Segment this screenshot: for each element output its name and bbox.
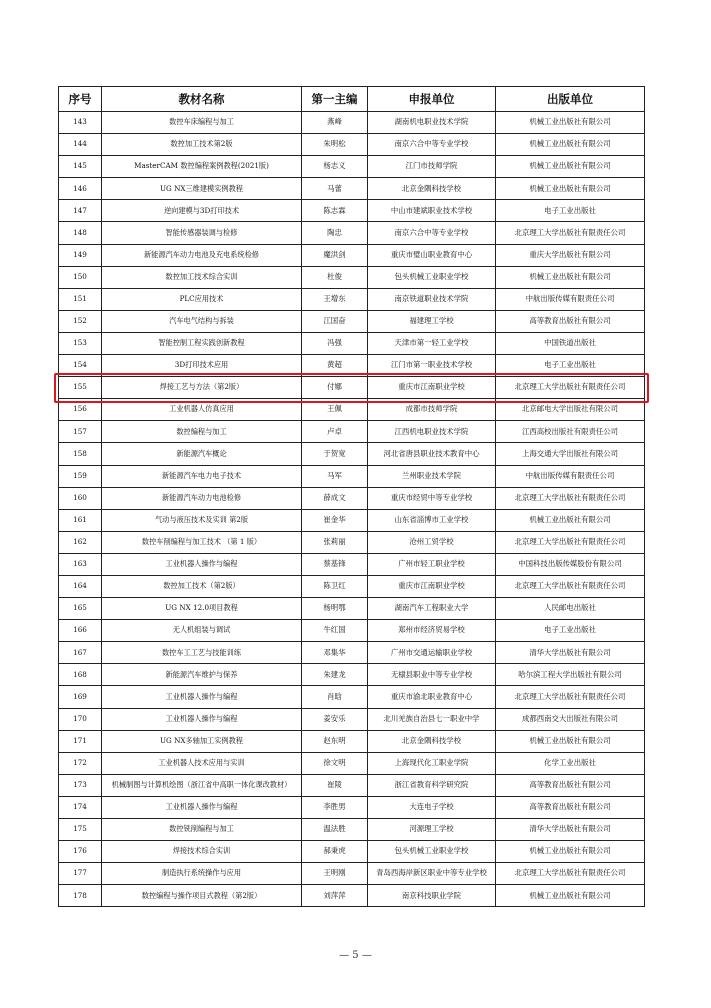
cell-serial-no: 176 [59,841,102,863]
cell-chief-editor: 薛成文 [302,487,368,509]
cell-serial-no: 159 [59,465,102,487]
cell-serial-no: 156 [59,399,102,421]
cell-applicant-unit: 重庆市江南职业学校 [368,575,496,597]
cell-textbook-name: 数控加工技术第2版 [102,134,302,156]
table-row [59,377,645,399]
cell-serial-no: 174 [59,796,102,818]
table-row [59,841,645,863]
cell-chief-editor: 魔洪剑 [302,244,368,266]
cell-chief-editor: 陈卫红 [302,575,368,597]
cell-applicant-unit: 广州市轻工职业学校 [368,553,496,575]
cell-publisher: 电子工业出版社 [496,620,645,642]
cell-applicant-unit: 包头机械工业职业学校 [368,841,496,863]
cell-chief-editor: 朱建龙 [302,664,368,686]
cell-applicant-unit: 青岛西海岸新区职业中等专业学校 [368,863,496,885]
table-row [59,200,645,222]
cell-textbook-name: 数控加工技术综合实训 [102,266,302,288]
cell-serial-no: 163 [59,553,102,575]
cell-serial-no: 150 [59,266,102,288]
cell-textbook-name: 工业机器人仿真应用 [102,399,302,421]
cell-publisher: 机械工业出版社有限公司 [496,112,645,134]
cell-applicant-unit: 重庆市经贸中等专业学校 [368,487,496,509]
cell-publisher: 机械工业出版社有限公司 [496,730,645,752]
cell-applicant-unit: 南京六合中等专业学校 [368,222,496,244]
cell-applicant-unit: 南京六合中等专业学校 [368,134,496,156]
cell-publisher: 北京邮电大学出版社有限公司 [496,399,645,421]
table-row [59,774,645,796]
cell-publisher: 江西高校出版社有限责任公司 [496,421,645,443]
cell-serial-no: 152 [59,310,102,332]
cell-textbook-name: 机械制图与计算机绘图（浙江省中高职一体化课改教材） [102,774,302,796]
cell-textbook-name: UG NX 12.0项目教程 [102,598,302,620]
table-row [59,509,645,531]
cell-textbook-name: 新能源汽车维护与保养 [102,664,302,686]
cell-applicant-unit: 河北省唐县职业技术教育中心 [368,443,496,465]
cell-publisher: 电子工业出版社 [496,355,645,377]
cell-textbook-name: 工业机器人技术应用与实训 [102,752,302,774]
cell-applicant-unit: 成都市技师学院 [368,399,496,421]
cell-chief-editor: 温法胜 [302,819,368,841]
cell-textbook-name: 数控编程与加工 [102,421,302,443]
table-header [59,87,645,112]
cell-applicant-unit: 河源理工学校 [368,819,496,841]
header-applicant-unit: 申报单位 [368,87,496,112]
cell-textbook-name: 汽车电气结构与拆装 [102,310,302,332]
cell-publisher: 机械工业出版社有限公司 [496,885,645,907]
cell-textbook-name: 制造执行系统操作与应用 [102,863,302,885]
cell-serial-no: 143 [59,112,102,134]
cell-publisher: 清华大学出版社有限公司 [496,819,645,841]
cell-applicant-unit: 兰州职业技术学院 [368,465,496,487]
cell-applicant-unit: 广州市交通运输职业学校 [368,642,496,664]
cell-chief-editor: 张莉丽 [302,531,368,553]
cell-chief-editor: 冯强 [302,332,368,354]
cell-serial-no: 161 [59,509,102,531]
cell-publisher: 化学工业出版社 [496,752,645,774]
cell-publisher: 电子工业出版社 [496,200,645,222]
cell-publisher: 中国铁道出版社 [496,332,645,354]
cell-chief-editor: 崔陵 [302,774,368,796]
table-row [59,421,645,443]
cell-publisher: 高等教育出版社有限公司 [496,310,645,332]
table-row [59,531,645,553]
cell-serial-no: 148 [59,222,102,244]
cell-chief-editor: 牛红国 [302,620,368,642]
cell-serial-no: 162 [59,531,102,553]
cell-chief-editor: 赵东明 [302,730,368,752]
table-row [59,575,645,597]
cell-chief-editor: 陈志霖 [302,200,368,222]
cell-serial-no: 151 [59,288,102,310]
cell-applicant-unit: 湖南汽车工程职业大学 [368,598,496,620]
cell-chief-editor: 卢卓 [302,421,368,443]
cell-applicant-unit: 天津市第一轻工业学校 [368,332,496,354]
table-row [59,134,645,156]
cell-publisher: 北京理工大学出版社有限责任公司 [496,575,645,597]
cell-publisher: 北京理工大学出版社有限责任公司 [496,686,645,708]
cell-textbook-name: PLC应用技术 [102,288,302,310]
cell-publisher: 机械工业出版社有限公司 [496,841,645,863]
cell-chief-editor: 杨志义 [302,156,368,178]
cell-serial-no: 169 [59,686,102,708]
header-chief-editor: 第一主编 [302,87,368,112]
cell-publisher: 清华大学出版社有限公司 [496,642,645,664]
cell-textbook-name: 工业机器人操作与编程 [102,553,302,575]
cell-applicant-unit: 湖南机电职业技术学院 [368,112,496,134]
cell-textbook-name: 新能源汽车动力电池及充电系统检修 [102,244,302,266]
cell-serial-no: 154 [59,355,102,377]
cell-textbook-name: 工业机器人操作与编程 [102,686,302,708]
cell-serial-no: 146 [59,178,102,200]
cell-chief-editor: 郝秉虎 [302,841,368,863]
table-row [59,465,645,487]
table-row [59,642,645,664]
cell-serial-no: 173 [59,774,102,796]
cell-textbook-name: 数控车床编程与加工 [102,112,302,134]
table-row [59,332,645,354]
table-row [59,796,645,818]
cell-chief-editor: 燕峰 [302,112,368,134]
table-row [59,885,645,907]
cell-publisher: 机械工业出版社有限公司 [496,509,645,531]
table-row [59,399,645,421]
table-row [59,752,645,774]
table-row [59,288,645,310]
table-row [59,156,645,178]
cell-serial-no: 172 [59,752,102,774]
cell-serial-no: 147 [59,200,102,222]
table-row [59,266,645,288]
table-row [59,598,645,620]
cell-publisher: 高等教育出版社有限公司 [496,796,645,818]
cell-publisher: 高等教育出版社有限公司 [496,774,645,796]
cell-chief-editor: 江国奋 [302,310,368,332]
cell-serial-no: 157 [59,421,102,443]
cell-applicant-unit: 重庆市江南职业学校 [368,377,496,399]
cell-applicant-unit: 上海现代化工职业学院 [368,752,496,774]
cell-textbook-name: 数控编程与操作项目式教程（第2版） [102,885,302,907]
cell-serial-no: 167 [59,642,102,664]
cell-textbook-name: 3D打印技术应用 [102,355,302,377]
cell-textbook-name: 新能源汽车动力电池检修 [102,487,302,509]
cell-serial-no: 149 [59,244,102,266]
cell-publisher: 哈尔滨工程大学出版社有限公司 [496,664,645,686]
table-row [59,310,645,332]
cell-applicant-unit: 大连电子学校 [368,796,496,818]
table-body [59,112,645,907]
cell-applicant-unit: 南京铁道职业技术学院 [368,288,496,310]
cell-chief-editor: 于贺宽 [302,443,368,465]
cell-chief-editor: 李胜男 [302,796,368,818]
cell-chief-editor: 邓集华 [302,642,368,664]
table-row [59,112,645,134]
cell-chief-editor: 马军 [302,465,368,487]
cell-applicant-unit: 郑州市经济贸易学校 [368,620,496,642]
cell-textbook-name: 气动与液压技术及实训 第2版 [102,509,302,531]
cell-publisher: 中国科技出版传媒股份有限公司 [496,553,645,575]
header-textbook-name: 教材名称 [102,87,302,112]
cell-publisher: 北京理工大学出版社有限责任公司 [496,222,645,244]
cell-textbook-name: 数控车工工艺与技能训练 [102,642,302,664]
cell-serial-no: 175 [59,819,102,841]
cell-serial-no: 177 [59,863,102,885]
table-row [59,244,645,266]
cell-applicant-unit: 江门市技师学院 [368,156,496,178]
cell-applicant-unit: 无棣县职业中等专业学校 [368,664,496,686]
cell-applicant-unit: 浙江省教育科学研究院 [368,774,496,796]
table-row [59,819,645,841]
cell-serial-no: 170 [59,708,102,730]
cell-textbook-name: UG NX多轴加工实例教程 [102,730,302,752]
cell-publisher: 北京理工大学出版社有限责任公司 [496,487,645,509]
cell-applicant-unit: 南京科技职业学院 [368,885,496,907]
cell-serial-no: 178 [59,885,102,907]
cell-serial-no: 164 [59,575,102,597]
cell-chief-editor: 黄超 [302,355,368,377]
cell-applicant-unit: 中山市建斌职业技术学校 [368,200,496,222]
cell-textbook-name: 焊接工艺与方法（第2版） [102,377,302,399]
cell-serial-no: 165 [59,598,102,620]
cell-textbook-name: 逆向建模与3D打印技术 [102,200,302,222]
table-row [59,553,645,575]
cell-serial-no: 153 [59,332,102,354]
table-row [59,178,645,200]
table-row [59,664,645,686]
cell-applicant-unit: 沧州工贸学校 [368,531,496,553]
cell-textbook-name: 焊接技术综合实训 [102,841,302,863]
table-row [59,443,645,465]
cell-applicant-unit: 重庆市璧山职业教育中心 [368,244,496,266]
cell-publisher: 人民邮电出版社 [496,598,645,620]
table-row [59,686,645,708]
cell-publisher: 机械工业出版社有限公司 [496,266,645,288]
cell-textbook-name: 新能源汽车概论 [102,443,302,465]
table-row [59,620,645,642]
cell-serial-no: 160 [59,487,102,509]
cell-publisher: 北京理工大学出版社有限责任公司 [496,531,645,553]
cell-publisher: 北京理工大学出版社有限责任公司 [496,377,645,399]
cell-publisher: 机械工业出版社有限公司 [496,178,645,200]
cell-chief-editor: 姜安乐 [302,708,368,730]
cell-applicant-unit: 北京金隅科技学校 [368,178,496,200]
cell-applicant-unit: 江西机电职业技术学院 [368,421,496,443]
cell-textbook-name: 工业机器人操作与编程 [102,708,302,730]
cell-chief-editor: 王增东 [302,288,368,310]
cell-chief-editor: 朱明松 [302,134,368,156]
cell-chief-editor: 刘萍萍 [302,885,368,907]
table-row [59,222,645,244]
cell-applicant-unit: 江门市第一职业技术学校 [368,355,496,377]
cell-textbook-name: 智能传感器装调与检修 [102,222,302,244]
header-row [59,87,645,112]
cell-chief-editor: 杨明鄂 [302,598,368,620]
cell-publisher: 成都西南交大出版社有限公司 [496,708,645,730]
cell-textbook-name: 无人机组装与调试 [102,620,302,642]
cell-chief-editor: 肖晗 [302,686,368,708]
cell-chief-editor: 王明刚 [302,863,368,885]
header-publisher: 出版单位 [496,87,645,112]
cell-serial-no: 168 [59,664,102,686]
cell-chief-editor: 徐文明 [302,752,368,774]
cell-chief-editor: 王佩 [302,399,368,421]
table-row [59,355,645,377]
table-row [59,708,645,730]
cell-serial-no: 144 [59,134,102,156]
cell-chief-editor: 杜俊 [302,266,368,288]
cell-chief-editor: 付娜 [302,377,368,399]
cell-serial-no: 171 [59,730,102,752]
cell-serial-no: 158 [59,443,102,465]
table-row [59,730,645,752]
cell-applicant-unit: 北京金隅科技学校 [368,730,496,752]
table-row [59,487,645,509]
cell-publisher: 中航出版传媒有限责任公司 [496,465,645,487]
cell-serial-no: 155 [59,377,102,399]
header-serial-no: 序号 [59,87,102,112]
cell-applicant-unit: 重庆市渝北职业教育中心 [368,686,496,708]
cell-publisher: 重庆大学出版社有限公司 [496,244,645,266]
cell-publisher: 机械工业出版社有限公司 [496,156,645,178]
cell-applicant-unit: 福建理工学校 [368,310,496,332]
cell-textbook-name: 数控车削编程与加工技术 （第 1 版） [102,531,302,553]
cell-serial-no: 145 [59,156,102,178]
cell-publisher: 中航出版传媒有限责任公司 [496,288,645,310]
cell-textbook-name: MasterCAM 数控编程案例教程(2021版) [102,156,302,178]
cell-applicant-unit: 包头机械工业职业学校 [368,266,496,288]
cell-publisher: 北京理工大学出版社有限责任公司 [496,863,645,885]
cell-textbook-name: 新能源汽车电力电子技术 [102,465,302,487]
table-row [59,863,645,885]
cell-applicant-unit: 北川羌族自治县七一职业中学 [368,708,496,730]
cell-chief-editor: 崔金华 [302,509,368,531]
cell-textbook-name: 数控铣削编程与加工 [102,819,302,841]
cell-publisher: 上海交通大学出版社有限公司 [496,443,645,465]
cell-textbook-name: 数控加工技术（第2版） [102,575,302,597]
cell-applicant-unit: 山东省淄博市工业学校 [368,509,496,531]
cell-textbook-name: 智能控制工程实践创新教程 [102,332,302,354]
cell-chief-editor: 蔡基锋 [302,553,368,575]
cell-chief-editor: 陶忠 [302,222,368,244]
textbook-list-table [58,86,645,907]
cell-textbook-name: 工业机器人操作与编程 [102,796,302,818]
cell-publisher: 机械工业出版社有限公司 [496,134,645,156]
cell-textbook-name: UG NX三维建模实例教程 [102,178,302,200]
cell-chief-editor: 马蕾 [302,178,368,200]
page-number: — 5 — [339,950,372,961]
cell-serial-no: 166 [59,620,102,642]
